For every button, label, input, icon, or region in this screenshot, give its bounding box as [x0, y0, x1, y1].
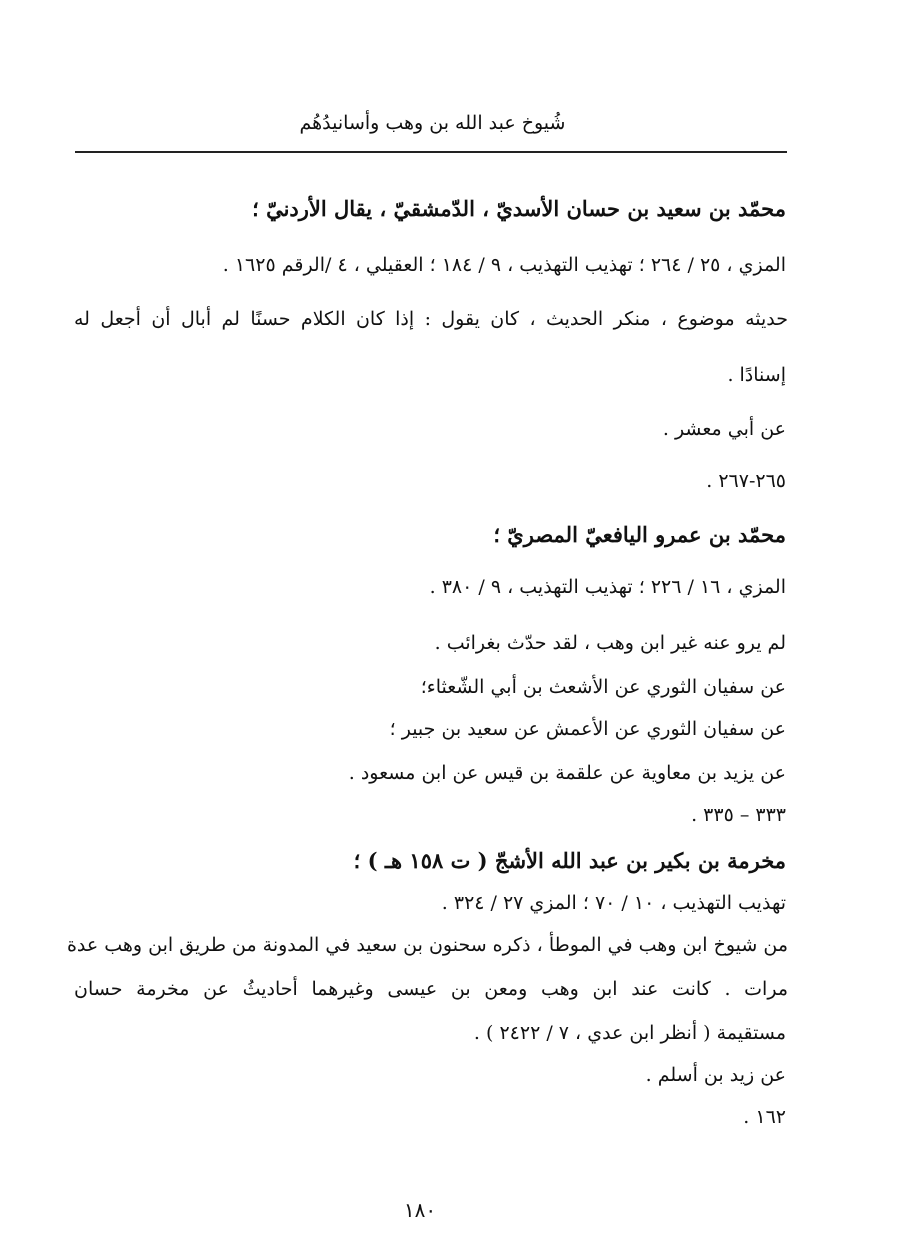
entry-note: مستقيمة ( أنظر ابن عدي ، ٧ / ٢٤٢٢ ) .: [473, 1022, 786, 1044]
header-rule: [75, 151, 787, 153]
entry-note: إسنادًا .: [727, 364, 786, 386]
entry-chain: عن زيد بن أسلم .: [645, 1064, 786, 1086]
entry-chain: عن يزيد بن معاوية عن علقمة بن قيس عن ابن مسعود .: [348, 762, 786, 784]
page-number: ١٨٠: [403, 1198, 437, 1222]
entry-chain: عن سفيان الثوري عن الأشعث بن أبي الشّعثاء؛: [420, 676, 786, 698]
entry-note: مرات . كانت عند ابن وهب ومعن بن عيسى وغيرهما أحاديثُ عن مخرمة حسان: [74, 978, 788, 1000]
entry-refs: ٢٦٥-٢٦٧ .: [706, 470, 786, 492]
entry-name: مخرمة بن بكير بن عبد الله الأشجّ ( ت ١٥٨ هـ ) ؛: [353, 848, 786, 873]
entry-refs: ٣٣٣ – ٣٣٥ .: [691, 804, 786, 826]
entry-name: محمّد بن سعيد بن حسان الأسديّ ، الدّمشقيّ ، يقال الأردنيّ ؛: [252, 196, 786, 221]
entry-sources: المزي ، ١٦ / ٢٢٦ ؛ تهذيب التهذيب ، ٩ / ٣٨٠ .: [429, 576, 786, 598]
entry-note: من شيوخ ابن وهب في الموطأ ، ذكره سحنون بن سعيد في المدونة من طريق ابن وهب عدة: [66, 934, 788, 956]
entry-refs: ١٦٢ .: [743, 1106, 786, 1128]
entry-chain: عن سفيان الثوري عن الأعمش عن سعيد بن جبير ؛: [389, 718, 786, 740]
entry-chain: عن أبي معشر .: [662, 418, 786, 440]
entry-name: محمّد بن عمرو اليافعيّ المصريّ ؛: [493, 522, 786, 547]
entry-note: حديثه موضوع ، منكر الحديث ، كان يقول : إذا كان الكلام حسنًا لم أبال أن أجعل له: [74, 308, 788, 330]
entry-note: لم يرو عنه غير ابن وهب ، لقد حدّث بغرائب .: [434, 632, 786, 654]
running-head: شُيوخ عبد الله بن وهب وأسانيدُهُم: [299, 112, 566, 134]
entry-sources: تهذيب التهذيب ، ١٠ / ٧٠ ؛ المزي ٢٧ / ٣٢٤ .: [441, 892, 786, 914]
entry-sources: المزي ، ٢٥ / ٢٦٤ ؛ تهذيب التهذيب ، ٩ / ١٨٤ ؛ العقيلي ، ٤ /الرقم ١٦٢٥ .: [222, 254, 786, 276]
